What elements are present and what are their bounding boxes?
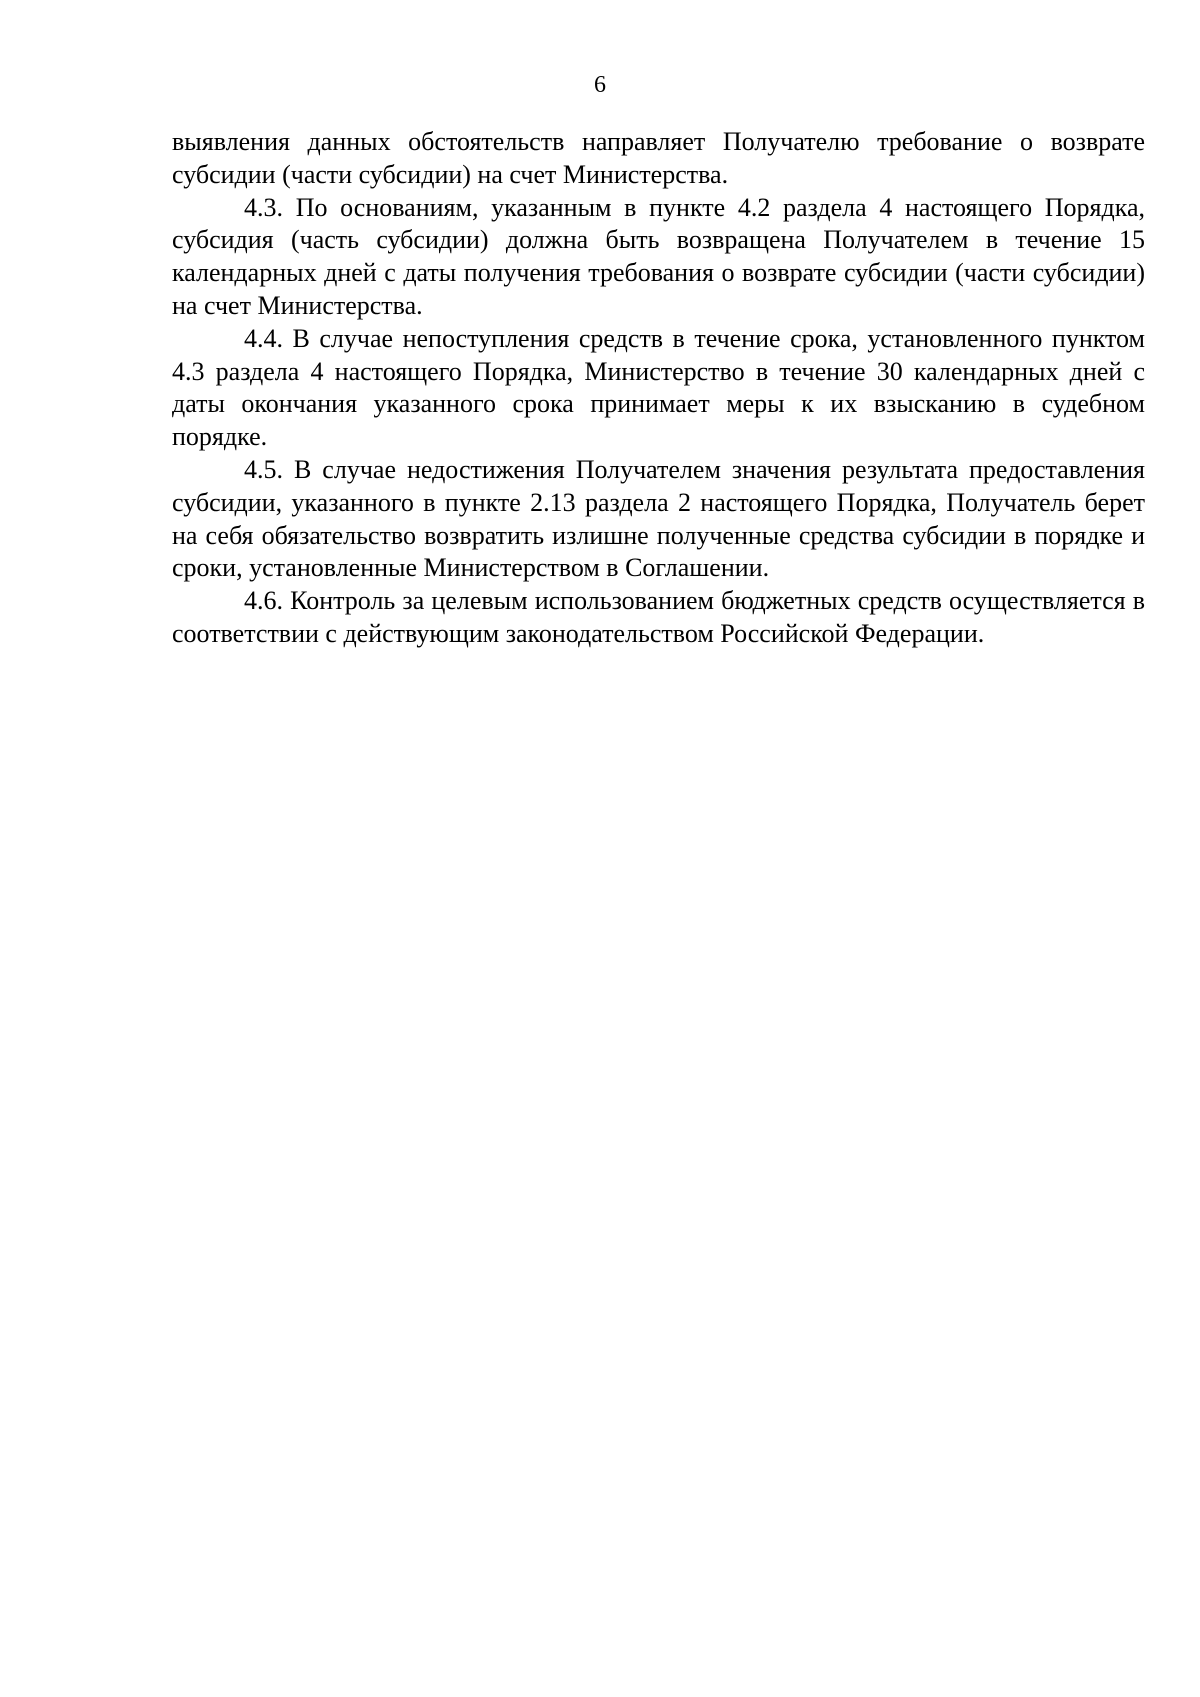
page-number: 6	[594, 72, 606, 98]
paragraph-text: выявления данных обстоятельств направляет Получателю требование о возврате субсидии (части субсидии) на счет Министерства.	[172, 127, 1145, 189]
paragraph-4-4	[172, 323, 1145, 454]
paragraph-text: В случае недостижения Получателем значения результата предоставления субсидии, указанного в пункте 2.13 раздела 2 настоящего Порядка, Получатель берет на себя обязательство возвратить излишне полученные средства субсидии в порядке и сроки, установленные Министерством в Соглашении.	[172, 454, 1145, 583]
paragraph-number: 4.5.	[244, 454, 283, 484]
paragraph-number: 4.3.	[244, 192, 283, 222]
paragraph-number: 4.6.	[244, 586, 283, 616]
paragraph-text: В случае непоступления средств в течение срока, установленного пунктом 4.3 раздела 4 настоящего Порядка, Министерство в течение 30 календарных дней с даты окончания указанного срока принимает меры к их взысканию в судебном порядке.	[172, 323, 1146, 452]
paragraph-text: Контроль за целевым использованием бюджетных средств осуществляется в соответствии с действующим законодательством Российской Федерации.	[172, 586, 1146, 648]
paragraph-4-3	[172, 192, 1145, 323]
paragraph-text: По основаниям, указанным в пункте 4.2 раздела 4 настоящего Порядка, субсидия (часть субсидии) должна быть возвращена Получателем в течение 15 календарных дней с даты получения требования о возврате субсидии (части субсидии) на счет Министерства.	[172, 192, 1145, 320]
paragraph-continuation	[172, 126, 1145, 192]
document-body	[172, 126, 1145, 651]
paragraph-number: 4.4.	[244, 323, 283, 353]
paragraph-4-5	[172, 454, 1145, 585]
paragraph-4-6	[172, 585, 1145, 651]
